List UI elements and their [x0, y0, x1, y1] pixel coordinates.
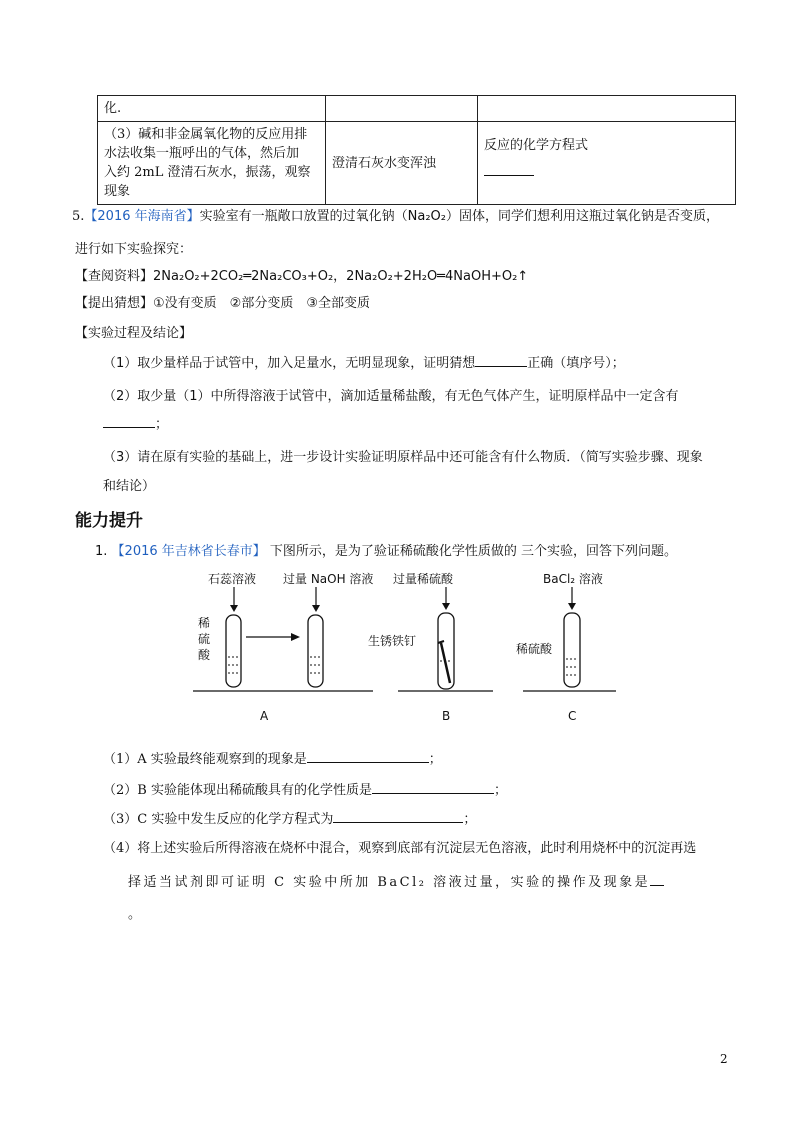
table-cell — [98, 122, 326, 205]
part-text: 择适当试剂即可证明 C 实验中所加 BaCl₂ 溶液过量，实验的操作及现象是 — [128, 875, 651, 890]
q1-line — [95, 540, 677, 559]
table-cell — [326, 122, 478, 205]
answer-blank[interactable] — [475, 366, 527, 367]
q1-part-4-cont — [128, 871, 664, 890]
test-tube-a1 — [226, 615, 241, 687]
guess-options: ①没有变质 ②部分变质 ③全部变质 — [153, 296, 370, 311]
test-tube-b — [438, 613, 454, 689]
answer-blank[interactable] — [372, 793, 494, 794]
arrow-head — [442, 603, 450, 610]
answer-blank[interactable] — [333, 822, 463, 823]
label-excess-acid: 过量稀硫酸 — [393, 572, 454, 586]
q1-part-3 — [103, 808, 476, 827]
label-acid: 硫 — [198, 632, 211, 646]
source-tag: 【2016 年海南省】 — [84, 209, 200, 224]
label-litmus: 石蕊溶液 — [208, 572, 257, 586]
step-text: 正确（填序号）； — [527, 356, 625, 371]
cell-line: （3）碱和非金属氧化物的反应用排 — [104, 127, 308, 142]
cell-text: 反应的化学方程式 — [484, 138, 589, 153]
label-acid: 稀 — [198, 616, 211, 630]
q5-line-1 — [72, 205, 719, 224]
label-bacl2: BaCl₂ 溶液 — [543, 572, 603, 586]
cell-line: 现象 — [104, 184, 131, 199]
q5-step-3-cont: 和结论） — [103, 479, 156, 494]
label-B: B — [442, 709, 451, 723]
answer-blank[interactable] — [307, 762, 429, 763]
table-cell: 化. — [98, 96, 326, 122]
label-rusty-nail: 生锈铁钉 — [368, 634, 417, 648]
arrow-head — [312, 605, 320, 612]
cell-line: 入约 2mL 澄清石灰水，振荡，观察 — [104, 165, 311, 180]
answer-blank[interactable] — [103, 427, 155, 428]
step-text: ； — [155, 417, 169, 432]
table-cell — [478, 122, 736, 205]
guess-line — [75, 292, 370, 311]
q1-part-4: （4）将上述实验后所得溶液在烧杯中混合，观察到底部有沉淀层无色溶液，此时利用烧杯中的沉淀再选 — [103, 841, 697, 856]
arrow-head — [568, 603, 576, 610]
label-C: C — [568, 709, 577, 723]
label-naoh: 过量 NaOH 溶液 — [283, 572, 374, 586]
label-c-acid: 稀硫酸 — [516, 642, 553, 656]
guess-label: 【提出猜想】 — [75, 296, 154, 311]
arrow-head — [230, 605, 238, 612]
q1-part-4-end: 。 — [128, 907, 142, 922]
table-row — [98, 96, 736, 122]
experiment-table — [97, 95, 736, 205]
part-text: ； — [463, 812, 477, 827]
reference-equations: 2Na₂O₂+2CO₂═2Na₂CO₃+O₂，2Na₂O₂+2H₂O═4NaOH+O₂↑ — [153, 269, 529, 284]
source-tag: 【2016 年吉林省长春市】 — [111, 544, 266, 559]
part-text: ； — [428, 752, 442, 767]
q5-step-1 — [103, 352, 625, 371]
q1-part-2 — [103, 779, 507, 798]
question-number: 1. — [95, 544, 108, 559]
q1-intro: 下图所示，是为了验证稀硫酸化学性质做的 三个实验，回答下列问题。 — [269, 544, 678, 559]
process-label: 【实验过程及结论】 — [75, 326, 193, 341]
table-row — [98, 122, 736, 205]
part-text: （2）B 实验能体现出稀硫酸具有的化学性质是 — [103, 783, 372, 798]
answer-blank[interactable] — [650, 885, 664, 886]
part-text: （1）A 实验最终能观察到的现象是 — [103, 752, 307, 767]
step-text: （1）取少量样品于试管中，加入足量水，无明显现象，证明猜想 — [103, 356, 476, 371]
answer-blank[interactable] — [484, 167, 534, 176]
test-tube-a2 — [308, 615, 323, 687]
cell-line: 水法收集一瓶呼出的气体，然后加 — [104, 146, 300, 161]
reference-line — [75, 265, 528, 284]
test-tube-c — [564, 613, 580, 687]
page-number: 2 — [720, 1052, 728, 1066]
arrow-head — [291, 633, 300, 641]
nail-head — [438, 641, 444, 643]
experiment-figure — [188, 565, 618, 730]
part-text: （3）C 实验中发生反应的化学方程式为 — [103, 812, 334, 827]
rusty-nail — [441, 643, 450, 683]
table-cell — [478, 96, 736, 122]
label-acid: 酸 — [198, 648, 211, 662]
q5-intro-2: 进行如下实验探究： — [75, 242, 193, 257]
q5-step-3: （3）请在原有实验的基础上，进一步设计实验证明原样品中还可能含有什么物质．（简写实验步骤、现象 — [103, 450, 703, 465]
label-A: A — [260, 709, 269, 723]
section-title: 能力提升 — [75, 511, 143, 531]
q5-step-2: （2）取少量（1）中所得溶液于试管中，滴加适量稀盐酸，有无色气体产生，证明原样品中一定含有 — [103, 389, 679, 404]
question-number: 5. — [72, 209, 85, 224]
q5-intro: 实验室有一瓶敞口放置的过氧化钠（Na₂O₂）固体，同学们想利用这瓶过氧化钠是否变质， — [199, 209, 719, 224]
reference-label: 【查阅资料】 — [75, 269, 154, 284]
table-cell — [326, 96, 478, 122]
cell-text: 澄清石灰水变浑浊 — [332, 155, 437, 171]
q1-part-1 — [103, 748, 442, 767]
q5-step-2-answer — [103, 413, 168, 432]
part-text: ； — [493, 783, 507, 798]
